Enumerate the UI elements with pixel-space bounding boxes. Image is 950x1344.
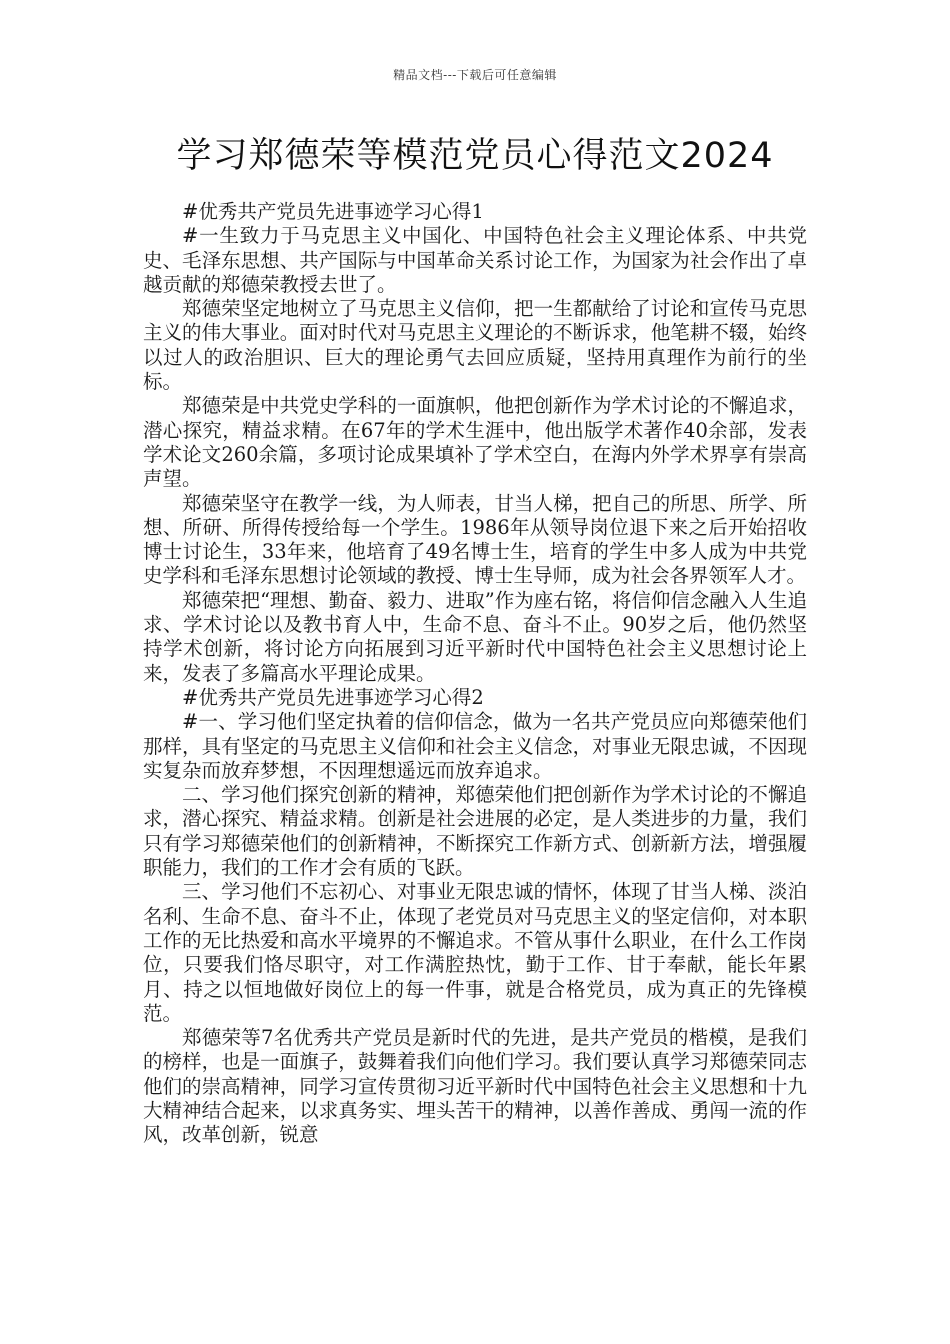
paragraph-3: 郑德荣坚定地树立了马克思主义信仰，把一生都献给了讨论和宣传马克思主义的伟大事业。面对时代对马克思主义理论的不断诉求，他笔耕不辍，始终以过人的政治胆识、巨大的理论勇气去回应质疑，坚持用真理作为前行的坐标。 — [143, 297, 807, 394]
page-header-note: 精品文档---下载后可任意编辑 — [393, 68, 557, 82]
paragraph-5: 郑德荣坚守在教学一线，为人师表，甘当人梯，把自己的所思、所学、所想、所研、所得传授给每一个学生。1986年从领导岗位退下来之后开始招收博士讨论生，33年来，他培育了49名博士生，培育的学生中多人成为中共党史学科和毛泽东思想讨论领域的教授、博士生导师，成为社会各界领军人才。 — [143, 491, 807, 588]
document-body — [143, 200, 807, 1148]
document-title: 学习郑德荣等模范党员心得范文2024 — [176, 136, 774, 176]
paragraph-7: #优秀共产党员先进事迹学习心得2 — [182, 685, 484, 709]
paragraph-10: 三、学习他们不忘初心、对事业无限忠诚的情怀，体现了甘当人梯、淡泊名利、生命不息、奋斗不止，体现了老党员对马克思主义的坚定信仰，对本职工作的无比热爱和高水平境界的不懈追求。不管从事什么职业，在什么工作岗位，只要我们恪尽职守，对工作满腔热忱，勤于工作、甘于奉献，能长年累月、持之以恒地做好岗位上的每一件事，就是合格党员，成为真正的先锋模范。 — [143, 880, 807, 1025]
paragraph-8: #一、学习他们坚定执着的信仰信念，做为一名共产党员应向郑德荣他们那样，具有坚定的马克思主义信仰和社会主义信念，对事业无限忠诚，不因现实复杂而放弃梦想，不因理想遥远而放弃追求。 — [143, 710, 807, 782]
paragraph-11: 郑德荣等7名优秀共产党员是新时代的先进，是共产党员的楷模，是我们的榜样，也是一面旗子，鼓舞着我们向他们学习。我们要认真学习郑德荣同志他们的崇高精神，同学习宣传贯彻习近平新时代中国特色社会主义思想和十九大精神结合起来，以求真务实、埋头苦干的精神，以善作善成、勇闯一流的作风，改革创新，锐意 — [143, 1026, 807, 1147]
paragraph-1: #优秀共产党员先进事迹学习心得1 — [182, 200, 484, 223]
paragraph-9: 二、学习他们探究创新的精神，郑德荣他们把创新作为学术讨论的不懈追求，潜心探究、精益求精。创新是社会进展的必定，是人类进步的力量，我们只有学习郑德荣他们的创新精神，不断探究工作新方式、创新新方法，增强履职能力，我们的工作才会有质的飞跃。 — [143, 783, 807, 880]
paragraph-6: 郑德荣把“理想、勤奋、毅力、进取”作为座右铭，将信仰信念融入人生追求、学术讨论以及教书育人中，生命不息、奋斗不止。90岁之后，他仍然坚持学术创新，将讨论方向拓展到习近平新时代中国特色社会主义思想讨论上来，发表了多篇高水平理论成果。 — [143, 588, 807, 685]
paragraph-2: #一生致力于马克思主义中国化、中国特色社会主义理论体系、中共党史、毛泽东思想、共产国际与中国革命关系讨论工作，为国家为社会作出了卓越贡献的郑德荣教授去世了。 — [143, 224, 807, 296]
paragraph-4: 郑德荣是中共党史学科的一面旗帜，他把创新作为学术讨论的不懈追求，潜心探究，精益求精。在67年的学术生涯中，他出版学术著作40余部，发表学术论文260余篇，多项讨论成果填补了学术空白，在海内外学术界享有崇高声望。 — [143, 394, 807, 491]
